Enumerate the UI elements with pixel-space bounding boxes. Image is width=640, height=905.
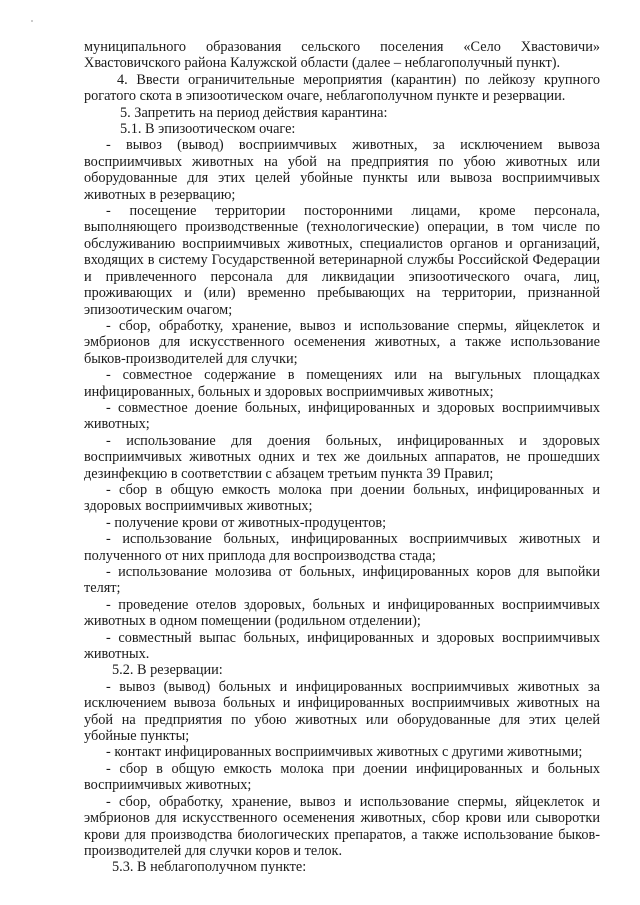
list-item: - совместный выпас больных, инфицированных и здоровых восприимчивых животных.: [84, 629, 600, 663]
heading-5-1: 5.1. В эпизоотическом очаге:: [120, 121, 296, 138]
document-page: [84, 39, 600, 876]
list-item: - совместное содержание в помещениях или на выгульных площадках инфицированных, больных и здоровых восприимчивых животных;: [84, 367, 600, 400]
paragraph-item-4: 4. Ввести ограничительные мероприятия (карантин) по лейкозу крупного рогатого скота в эпизоотическом очаге, неблагополучном пункте и резервации.: [84, 71, 600, 105]
list-item: - сбор в общую емкость молока при доении больных, инфицированных и здоровых восприимчивых животных;: [84, 481, 600, 515]
list-item: - получение крови от животных-продуцентов;: [106, 514, 387, 531]
list-item: - совместное доение больных, инфицированных и здоровых восприимчивых животных;: [84, 399, 600, 433]
list-item: - посещение территории посторонними лицами, кроме персонала, выполняющего производственные (технологические) операции, в том числе по обслуживанию восприимчивых животных, специалистов органов и организаций, входящих в систему Государственной ветеринарной службы Российской Федерации и привлеченного персонала для ликвидации эпизоотического очага, лиц, проживающих и (или) временно пребывающих на территории, признанной эпизоотическим очагом;: [84, 203, 600, 318]
list-item: - вывоз (вывод) восприимчивых животных, за исключением вывоза восприимчивых животных на убой на предприятия по убою животных или оборудованные для этих целей убойные пункты или вывоза восприимчивых животных в резервацию;: [84, 137, 600, 203]
list-item: - проведение отелов здоровых, больных и инфицированных восприимчивых животных в одном помещении (родильном отделении);: [84, 596, 600, 630]
list-item: - сбор в общую емкость молока при доении инфицированных и больных восприимчивых животных;: [84, 760, 600, 794]
list-item: - использование молозива от больных, инфицированных коров для выпойки телят;: [84, 564, 600, 597]
list-item: - сбор, обработку, хранение, вывоз и использование спермы, яйцеклеток и эмбрионов для искусственного осеменения животных, сбор крови или сыворотки крови для производства биологических препаратов, а также использование быков-производителей для случки коров и телок.: [84, 793, 600, 859]
list-item: - использование для доения больных, инфицированных и здоровых восприимчивых животных одних и тех же доильных аппаратов, не прошедших дезинфекцию в соответствии с абзацем третьим пункта 39 Правил;: [84, 432, 600, 482]
paragraph-locality: муниципального образования сельского поселения «Село Хвастовичи» Хвастовичского района Калужской области (далее – неблагополучный пункт).: [84, 39, 600, 72]
list-item: - использование больных, инфицированных восприимчивых животных и полученного от них приплода для воспроизводства стада;: [84, 531, 600, 564]
list-item: - сбор, обработку, хранение, вывоз и использование спермы, яйцеклеток и эмбрионов для искусственного осеменения животных, а также использование быков-производителей для случки;: [84, 317, 600, 367]
list-item: - контакт инфицированных восприимчивых животных с другими животными;: [106, 744, 583, 761]
scan-speck: [31, 20, 33, 22]
paragraph-item-5: 5. Запретить на период действия карантина:: [120, 104, 388, 121]
heading-5-3: 5.3. В неблагополучном пункте:: [112, 859, 307, 876]
list-item: - вывоз (вывод) больных и инфицированных восприимчивых животных за исключением вывоза больных и инфицированных восприимчивых животных на убой на предприятия по убою животных или оборудованные для этих целей убойные пункты;: [84, 678, 600, 745]
heading-5-2: 5.2. В резервации:: [112, 662, 223, 679]
